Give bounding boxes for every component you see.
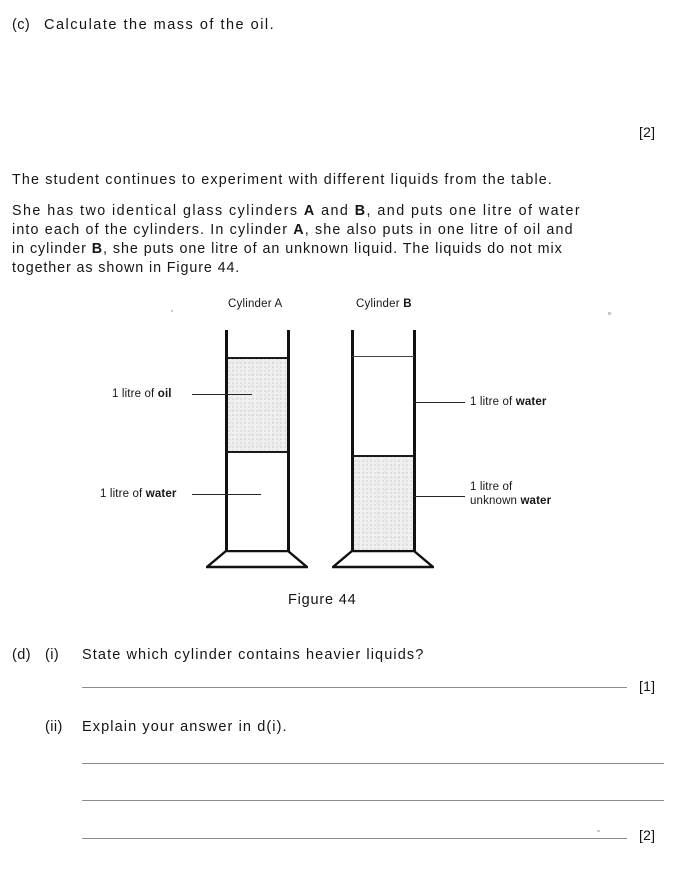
cylinder-a-oil-surface-line bbox=[226, 357, 288, 359]
answer-line-d-ii-1[interactable] bbox=[82, 763, 664, 764]
question-d-ii-text: Explain your answer in d(i). bbox=[82, 719, 288, 735]
cylinder-a-title bbox=[228, 298, 282, 310]
intro-p2-line-2-part-a: into each of the cylinders. In cylinder bbox=[12, 222, 294, 238]
cylinder-b-unknown-label-line2-prefix: unknown bbox=[470, 495, 521, 507]
cylinder-b-water-leader-line bbox=[413, 402, 465, 403]
question-c-number: (c) bbox=[12, 17, 31, 33]
answer-line-d-ii-3[interactable] bbox=[82, 838, 627, 839]
question-d-i-roman: (i) bbox=[45, 647, 60, 663]
cylinder-a-title-letter: A bbox=[274, 298, 283, 310]
cylinder-b-title-letter: B bbox=[403, 298, 412, 310]
cylinder-b-left-wall bbox=[351, 330, 354, 557]
question-c-marks: [2] bbox=[639, 124, 656, 140]
cylinder-b-water-label-word: water bbox=[515, 396, 547, 408]
cylinder-a-left-wall bbox=[225, 330, 228, 557]
figure-caption: Figure 44 bbox=[288, 592, 357, 608]
cylinder-b-unknown-leader-line bbox=[413, 496, 465, 497]
intro-p2-line-2 bbox=[12, 222, 674, 238]
figure-44-diagram bbox=[0, 290, 688, 608]
question-d-number: (d) bbox=[12, 647, 31, 663]
intro-p2-line-3-cyl-b: B bbox=[91, 241, 104, 257]
intro-p2-line-4: together as shown in Figure 44. bbox=[12, 260, 241, 276]
answer-line-d-ii-2[interactable] bbox=[82, 800, 664, 801]
scan-speck bbox=[608, 312, 611, 315]
intro-p2-line-3 bbox=[12, 241, 674, 257]
intro-p2-line-3-part-c: , she puts one litre of an unknown liquid. The liquids do not mix bbox=[103, 241, 563, 257]
question-d-ii-marks: [2] bbox=[639, 827, 656, 843]
intro-p2-line-3-part-a: in cylinder bbox=[12, 241, 92, 257]
question-d-i-marks: [1] bbox=[639, 678, 656, 694]
cylinder-b-unknown-label bbox=[470, 480, 551, 508]
cylinder-b-water-surface-line bbox=[352, 356, 414, 357]
cylinder-b-water-label-prefix: 1 litre of bbox=[470, 396, 516, 408]
cylinder-a-oil-label bbox=[112, 387, 172, 401]
scan-speck bbox=[597, 830, 600, 832]
cylinder-b-title-prefix: Cylinder bbox=[356, 298, 404, 310]
scan-speck bbox=[171, 310, 173, 312]
cylinder-a-oil-label-prefix: 1 litre of bbox=[112, 388, 158, 400]
question-d-ii-roman: (ii) bbox=[45, 719, 63, 735]
cylinder-a-right-wall bbox=[287, 330, 290, 557]
cylinder-a-water-label bbox=[100, 487, 177, 501]
intro-p2-line-1-part-a: She has two identical glass cylinders bbox=[12, 203, 304, 219]
intro-p2-line-1 bbox=[12, 203, 674, 219]
cylinder-b-right-wall bbox=[413, 330, 416, 557]
cylinder-b-base bbox=[332, 550, 434, 570]
cylinder-a-oil-fill bbox=[228, 358, 287, 452]
cylinder-a-water-label-prefix: 1 litre of bbox=[100, 488, 146, 500]
cylinder-a-water-leader-line bbox=[192, 494, 261, 495]
cylinder-b-unknown-label-line2 bbox=[470, 494, 551, 508]
answer-line-d-i[interactable] bbox=[82, 687, 627, 688]
intro-paragraph-2 bbox=[12, 203, 674, 276]
cylinder-a-oil-water-boundary-line bbox=[226, 451, 288, 453]
intro-p2-cyl-a: A bbox=[303, 203, 316, 219]
intro-paragraph-1: The student continues to experiment with different liquids from the table. bbox=[12, 172, 554, 188]
question-c-text: Calculate the mass of the oil. bbox=[44, 17, 276, 33]
intro-p2-line-2-part-c: , she also puts in one litre of oil and bbox=[304, 222, 574, 238]
cylinder-b-water-label bbox=[470, 395, 547, 409]
question-d-i-text: State which cylinder contains heavier liquids? bbox=[82, 647, 425, 663]
cylinder-a-water-label-word: water bbox=[145, 488, 177, 500]
cylinder-a-oil-leader-line bbox=[192, 394, 252, 395]
intro-p2-cyl-b: B bbox=[354, 203, 367, 219]
cylinder-b-unknown-label-line2-word: water bbox=[520, 495, 552, 507]
intro-p2-line-1-part-c: and bbox=[315, 203, 355, 219]
cylinder-b-title bbox=[356, 298, 412, 310]
intro-p2-line-2-cyl-a: A bbox=[293, 222, 305, 238]
cylinder-b-unknown-label-line1: 1 litre of bbox=[470, 481, 513, 493]
cylinder-b-water-unknown-boundary-line bbox=[352, 455, 414, 457]
cylinder-a-base bbox=[206, 550, 308, 570]
cylinder-b-unknown-liquid-fill bbox=[354, 456, 413, 554]
cylinder-a-title-prefix: Cylinder bbox=[228, 298, 275, 310]
cylinder-a-oil-label-word: oil bbox=[157, 388, 172, 400]
intro-p2-line-1-part-e: , and puts one litre of water bbox=[366, 203, 582, 219]
